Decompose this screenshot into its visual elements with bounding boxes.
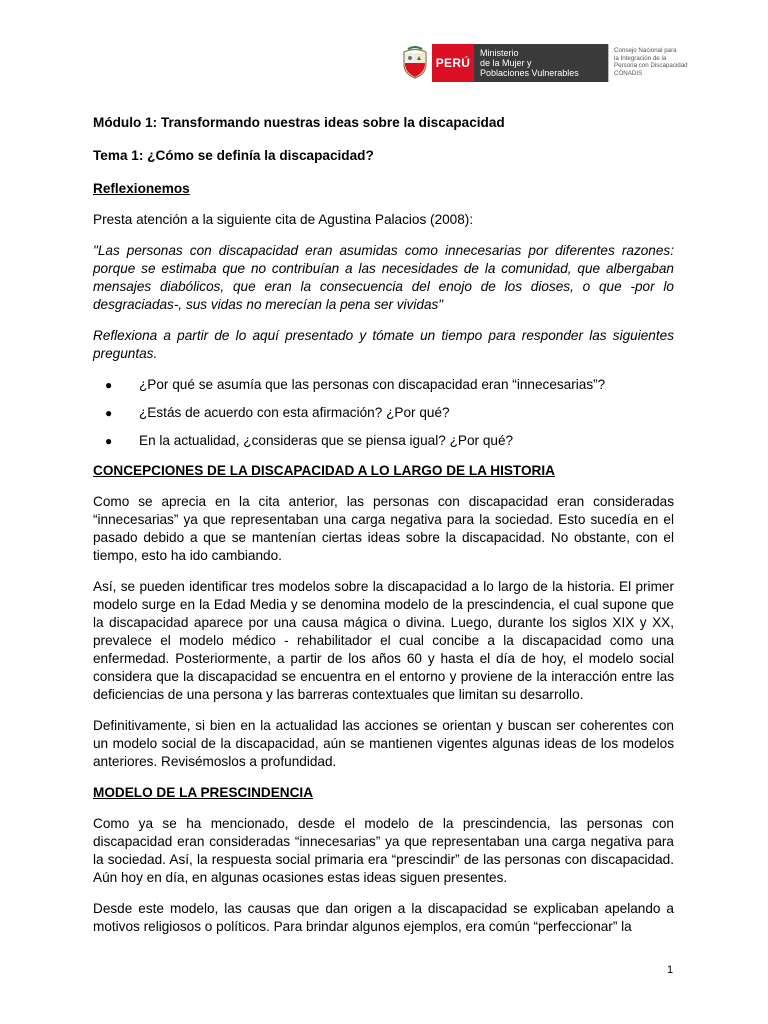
section-heading-prescindencia: MODELO DE LA PRESCINDENCIA [93, 785, 314, 800]
ministry-line-3: Poblaciones Vulnerables [480, 68, 579, 78]
reflect-prompt: Reflexiona a partir de lo aquí presentado y tómate un tiempo para responder las siguientes preguntas. [93, 328, 674, 361]
peru-logo-label: PERÚ [432, 44, 474, 82]
conadis-line-3: Persona con Discapacidad [614, 62, 688, 70]
intro-paragraph: Presta atención a la siguiente cita de Agustina Palacios (2008): [93, 212, 474, 227]
ministry-line-2: de la Mujer y [480, 58, 532, 68]
bullet-icon: ● [105, 378, 113, 392]
list-item [93, 432, 674, 450]
bullet-icon: ● [105, 434, 113, 448]
question-list [93, 376, 674, 450]
ministry-line-1: Ministerio [480, 48, 519, 58]
conadis-line-2: la Integración de la [614, 54, 667, 62]
coat-of-arms-icon [398, 44, 432, 82]
tema-title: Tema 1: ¿Cómo se definía la discapacidad? [93, 148, 374, 163]
paragraph: Desde este modelo, las causas que dan origen a la discapacidad se explicaban apelando a motivos religiosos o políticos. Para brindar algunos ejemplos, era común “perfeccionar” la [93, 901, 674, 934]
module-title: Módulo 1: Transformando nuestras ideas sobre la discapacidad [93, 115, 505, 130]
conadis-line-1: Consejo Nacional para [614, 47, 677, 54]
ministry-name [474, 44, 608, 82]
list-item [93, 376, 674, 394]
quote-paragraph: "Las personas con discapacidad eran asumidas como innecesarias por diferentes razones: porque se estimaba que no contribuían a las necesidades de la comunidad, que albergaban mensajes diabólicos, que eran la consecuencia del enojo de los dioses, o que -por lo desgraciadas-, sus vidas no merecían la pena ser vividas" [93, 243, 674, 312]
question-text: ¿Estás de acuerdo con esta afirmación? ¿Por qué? [139, 405, 450, 420]
paragraph: Así, se pueden identificar tres modelos sobre la discapacidad a lo largo de la historia. El primer modelo surge en la Edad Media y se denomina modelo de la prescindencia, el cual supone que la discapacidad aparece por una causa mágica o divina. Luego, durante los siglos XIX y XX, prevalece el modelo médico - rehabilitador el cual concibe a la discapacidad como una enfermedad. Posteriormente, a partir de los años 60 y hasta el día de hoy, el modelo social considera que la discapacidad se encuentra en el entorno y proviene de la interacción entre las deficiencias de una persona y las barreras contextuales que limitan su desarrollo. [93, 579, 674, 702]
paragraph: Como se aprecia en la cita anterior, las personas con discapacidad eran consideradas “innecesarias” ya que representaban una carga negativa para la sociedad. Esto sucedía en el pasado debido a que se mantenían ciertas ideas sobre la discapacidad. No obstante, con el tiempo, esto ha ido cambiando. [93, 494, 674, 563]
header-logo-bar [398, 44, 704, 82]
document-body [93, 114, 674, 949]
section-heading-concepciones: CONCEPCIONES DE LA DISCAPACIDAD A LO LARGO DE LA HISTORIA [93, 463, 555, 478]
reflexionemos-heading: Reflexionemos [93, 181, 190, 196]
paragraph: Definitivamente, si bien en la actualidad las acciones se orientan y buscan ser coherentes con un modelo social de la discapacidad, aún se mantienen vigentes algunas ideas de los modelos anteriores. Revisémoslos a profundidad. [93, 718, 674, 769]
list-item [93, 404, 674, 422]
conadis-line-4: CONADIS [614, 69, 643, 77]
bullet-icon: ● [105, 406, 113, 420]
question-text: En la actualidad, ¿consideras que se piensa igual? ¿Por qué? [139, 433, 514, 448]
page-number: 1 [667, 964, 674, 976]
conadis-name [608, 44, 704, 82]
question-text: ¿Por qué se asumía que las personas con discapacidad eran “innecesarias”? [139, 377, 606, 392]
paragraph: Como ya se ha mencionado, desde el modelo de la prescindencia, las personas con discapacidad eran consideradas “innecesarias” ya que representaban una carga negativa para la sociedad. Así, la respuesta social primaria era “prescindir” de las personas con discapacidad. Aún hoy en día, en algunas ocasiones estas ideas siguen presentes. [93, 816, 674, 885]
